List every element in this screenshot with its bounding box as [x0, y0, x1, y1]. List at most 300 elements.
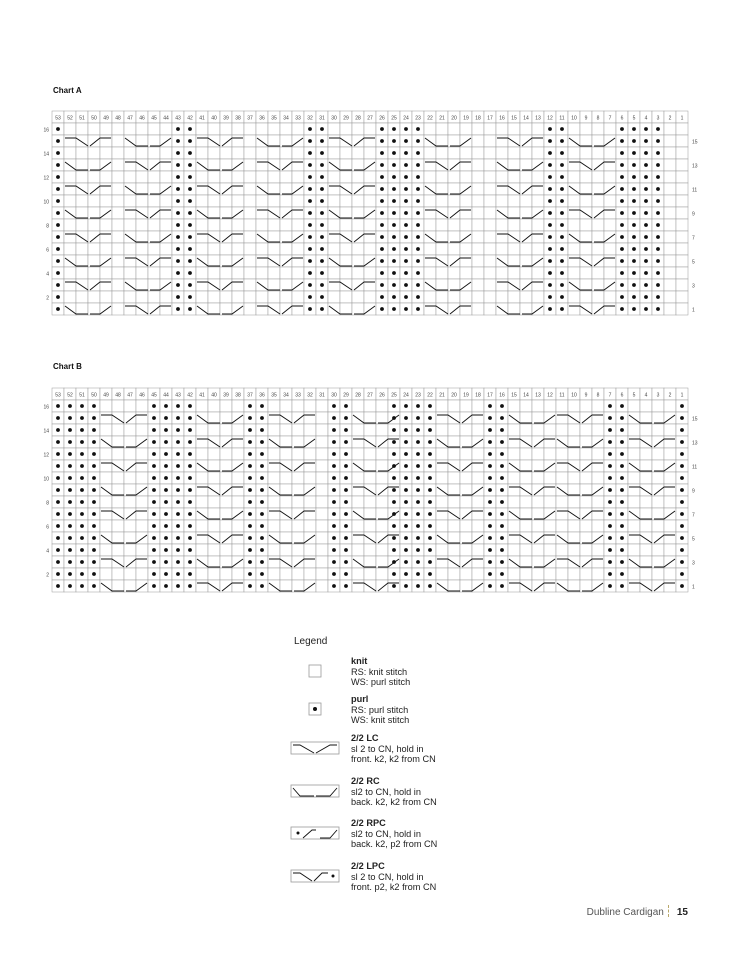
purl-stitch — [164, 488, 168, 492]
row-number-even: 16 — [43, 404, 49, 411]
stitch-number: 6 — [620, 392, 624, 399]
purl-stitch — [548, 223, 552, 227]
purl-stitch — [344, 560, 348, 564]
purl-stitch — [632, 211, 636, 215]
stitch-number: 12 — [547, 115, 553, 122]
left-cross-symbol-icon — [290, 741, 346, 755]
purl-stitch — [164, 584, 168, 588]
purl-stitch — [392, 283, 396, 287]
purl-stitch — [620, 163, 624, 167]
stitch-number: 25 — [391, 392, 397, 399]
purl-stitch — [68, 536, 72, 540]
purl-stitch — [500, 548, 504, 552]
purl-stitch — [416, 175, 420, 179]
purl-stitch — [428, 560, 432, 564]
stitch-number: 17 — [487, 115, 493, 122]
purl-stitch — [392, 127, 396, 131]
purl-stitch — [644, 259, 648, 263]
purl-stitch — [308, 307, 312, 311]
purl-stitch — [680, 440, 684, 444]
purl-stitch — [428, 440, 432, 444]
purl-stitch — [620, 524, 624, 528]
purl-stitch — [404, 211, 408, 215]
purl-stitch — [548, 259, 552, 263]
purl-stitch — [404, 187, 408, 191]
purl-stitch — [344, 404, 348, 408]
purl-stitch — [80, 500, 84, 504]
legend-lpc — [290, 861, 550, 901]
purl-stitch — [416, 452, 420, 456]
row-number-even: 6 — [46, 524, 49, 531]
purl-stitch — [656, 151, 660, 155]
row-number-odd: 3 — [692, 560, 695, 567]
row-number-odd: 13 — [692, 163, 698, 170]
purl-stitch — [404, 428, 408, 432]
purl-stitch — [404, 259, 408, 263]
purl-stitch — [56, 464, 60, 468]
row-number-odd: 9 — [692, 211, 695, 218]
stitch-number: 12 — [547, 392, 553, 399]
purl-stitch — [500, 572, 504, 576]
purl-stitch — [404, 295, 408, 299]
purl-stitch — [548, 295, 552, 299]
stitch-number: 48 — [115, 392, 121, 399]
purl-stitch — [152, 440, 156, 444]
purl-stitch — [152, 428, 156, 432]
purl-stitch — [380, 307, 384, 311]
stitch-number: 32 — [307, 115, 313, 122]
row-number-even: 10 — [43, 199, 49, 206]
purl-stitch — [260, 548, 264, 552]
purl-stitch — [176, 283, 180, 287]
stitch-number: 7 — [608, 392, 612, 399]
stitch-number: 2 — [668, 392, 672, 399]
purl-stitch — [680, 500, 684, 504]
purl-stitch — [332, 572, 336, 576]
stitch-number: 27 — [367, 392, 373, 399]
purl-stitch — [428, 464, 432, 468]
purl-stitch — [488, 488, 492, 492]
purl-stitch — [416, 307, 420, 311]
purl-stitch — [560, 307, 564, 311]
purl-stitch — [80, 512, 84, 516]
purl-stitch — [248, 524, 252, 528]
row-number-odd: 13 — [692, 440, 698, 447]
purl-stitch — [320, 127, 324, 131]
purl-stitch — [344, 500, 348, 504]
purl-stitch — [620, 476, 624, 480]
purl-stitch — [188, 271, 192, 275]
purl-stitch — [176, 223, 180, 227]
purl-stitch — [644, 127, 648, 131]
purl-stitch — [680, 476, 684, 480]
purl-stitch — [416, 512, 420, 516]
purl-stitch — [188, 560, 192, 564]
legend-lc-line2: front. k2, k2 from CN — [351, 754, 436, 765]
purl-stitch — [656, 199, 660, 203]
purl-stitch — [248, 560, 252, 564]
purl-stitch — [176, 464, 180, 468]
purl-stitch — [632, 127, 636, 131]
purl-stitch — [68, 416, 72, 420]
purl-stitch — [416, 584, 420, 588]
purl-stitch — [620, 416, 624, 420]
stitch-number: 13 — [535, 115, 541, 122]
purl-stitch — [404, 223, 408, 227]
row-number-even: 12 — [43, 175, 49, 182]
purl-stitch — [632, 271, 636, 275]
purl-stitch — [320, 259, 324, 263]
purl-stitch — [152, 464, 156, 468]
purl-stitch — [56, 416, 60, 420]
purl-stitch — [644, 223, 648, 227]
purl-stitch — [80, 572, 84, 576]
purl-stitch — [392, 452, 396, 456]
purl-stitch — [656, 223, 660, 227]
stitch-number: 29 — [343, 392, 349, 399]
purl-stitch — [620, 187, 624, 191]
purl-stitch — [380, 259, 384, 263]
stitch-number: 31 — [319, 392, 325, 399]
purl-stitch — [188, 187, 192, 191]
purl-stitch — [164, 464, 168, 468]
purl-stitch — [488, 416, 492, 420]
row-number-odd: 1 — [692, 584, 695, 591]
purl-stitch — [188, 440, 192, 444]
stitch-number: 33 — [295, 392, 301, 399]
purl-stitch — [344, 536, 348, 540]
purl-stitch — [248, 512, 252, 516]
purl-stitch — [380, 127, 384, 131]
purl-stitch — [644, 199, 648, 203]
stitch-number: 15 — [511, 115, 517, 122]
stitch-number: 52 — [67, 392, 73, 399]
legend-lpc-line1: sl 2 to CN, hold in — [351, 871, 424, 882]
purl-stitch — [188, 127, 192, 131]
purl-stitch — [92, 452, 96, 456]
row-number-odd: 5 — [692, 536, 695, 543]
purl-stitch — [404, 175, 408, 179]
purl-stitch — [260, 452, 264, 456]
purl-stitch — [176, 211, 180, 215]
purl-stitch — [632, 175, 636, 179]
stitch-number: 53 — [55, 115, 61, 122]
stitch-number: 24 — [403, 115, 409, 122]
purl-stitch — [380, 223, 384, 227]
purl-stitch — [632, 295, 636, 299]
purl-stitch — [56, 223, 60, 227]
purl-stitch — [380, 163, 384, 167]
purl-stitch — [152, 584, 156, 588]
purl-stitch — [392, 500, 396, 504]
stitch-number: 40 — [211, 115, 217, 122]
purl-stitch — [656, 247, 660, 251]
purl-stitch — [416, 163, 420, 167]
purl-stitch — [260, 416, 264, 420]
purl-stitch — [260, 440, 264, 444]
purl-stitch — [92, 548, 96, 552]
purl-stitch — [608, 572, 612, 576]
purl-stitch — [416, 488, 420, 492]
purl-stitch — [416, 295, 420, 299]
purl-stitch — [80, 548, 84, 552]
purl-stitch — [620, 428, 624, 432]
purl-stitch — [488, 440, 492, 444]
purl-stitch — [608, 440, 612, 444]
purl-stitch — [152, 524, 156, 528]
purl-stitch — [332, 452, 336, 456]
stitch-number: 42 — [187, 115, 193, 122]
purl-stitch — [260, 512, 264, 516]
purl-stitch — [404, 464, 408, 468]
purl-stitch — [500, 536, 504, 540]
stitch-number: 45 — [151, 392, 157, 399]
purl-stitch — [56, 488, 60, 492]
purl-stitch — [500, 524, 504, 528]
purl-stitch — [488, 500, 492, 504]
stitch-number: 51 — [79, 115, 85, 122]
purl-stitch — [344, 476, 348, 480]
purl-stitch — [560, 175, 564, 179]
row-number-odd: 11 — [692, 187, 698, 194]
stitch-number: 52 — [67, 115, 73, 122]
stitch-number: 37 — [247, 115, 253, 122]
purl-stitch — [620, 307, 624, 311]
purl-stitch — [164, 572, 168, 576]
purl-stitch — [188, 295, 192, 299]
purl-stitch — [644, 283, 648, 287]
stitch-number: 50 — [91, 115, 97, 122]
purl-stitch — [548, 247, 552, 251]
purl-stitch — [164, 440, 168, 444]
purl-stitch — [68, 572, 72, 576]
purl-stitch — [644, 295, 648, 299]
purl-stitch — [56, 584, 60, 588]
purl-stitch — [80, 560, 84, 564]
stitch-number: 21 — [439, 392, 445, 399]
purl-stitch — [656, 139, 660, 143]
purl-stitch — [548, 283, 552, 287]
purl-stitch — [620, 283, 624, 287]
purl-stitch — [644, 175, 648, 179]
purl-stitch — [500, 428, 504, 432]
purl-stitch — [500, 560, 504, 564]
purl-stitch — [392, 572, 396, 576]
purl-stitch — [380, 295, 384, 299]
purl-stitch — [188, 151, 192, 155]
purl-stitch — [164, 536, 168, 540]
purl-stitch — [92, 488, 96, 492]
purl-stitch — [188, 211, 192, 215]
stitch-number: 47 — [127, 115, 133, 122]
purl-stitch — [428, 512, 432, 516]
purl-stitch — [644, 307, 648, 311]
purl-stitch — [656, 235, 660, 239]
purl-stitch — [332, 440, 336, 444]
purl-stitch — [548, 127, 552, 131]
purl-stitch — [152, 452, 156, 456]
purl-stitch — [80, 464, 84, 468]
purl-stitch — [332, 404, 336, 408]
purl-stitch — [188, 235, 192, 239]
purl-stitch — [56, 452, 60, 456]
legend-knit-line2: WS: purl stitch — [351, 677, 411, 688]
row-number-even: 4 — [46, 271, 49, 278]
purl-stitch — [308, 187, 312, 191]
purl-stitch — [320, 187, 324, 191]
purl-stitch — [680, 428, 684, 432]
legend-rpc — [290, 818, 550, 858]
stitch-number: 27 — [367, 115, 373, 122]
legend-rc-name: 2/2 RC — [351, 776, 380, 786]
stitch-number: 38 — [235, 115, 241, 122]
purl-stitch — [80, 452, 84, 456]
purl-stitch — [404, 500, 408, 504]
purl-stitch — [56, 187, 60, 191]
purl-stitch — [488, 572, 492, 576]
purl-stitch — [164, 404, 168, 408]
stitch-number: 46 — [139, 392, 145, 399]
purl-stitch — [416, 235, 420, 239]
purl-stitch — [488, 536, 492, 540]
stitch-number: 51 — [79, 392, 85, 399]
purl-stitch — [164, 428, 168, 432]
purl-stitch — [164, 452, 168, 456]
purl-stitch — [176, 524, 180, 528]
row-number-even: 2 — [46, 295, 49, 302]
purl-stitch — [260, 524, 264, 528]
purl-stitch — [332, 464, 336, 468]
purl-stitch — [608, 584, 612, 588]
purl-stitch — [332, 560, 336, 564]
purl-stitch — [416, 139, 420, 143]
purl-stitch — [188, 572, 192, 576]
purl-stitch — [392, 247, 396, 251]
purl-stitch — [68, 584, 72, 588]
stitch-number: 28 — [355, 115, 361, 122]
purl-stitch — [620, 536, 624, 540]
stitch-number: 1 — [680, 115, 684, 122]
purl-stitch — [392, 476, 396, 480]
stitch-number: 9 — [584, 115, 588, 122]
purl-stitch — [500, 440, 504, 444]
purl-stitch — [416, 440, 420, 444]
purl-stitch — [248, 488, 252, 492]
purl-stitch — [404, 572, 408, 576]
purl-stitch — [320, 283, 324, 287]
purl-stitch — [680, 548, 684, 552]
purl-stitch — [92, 572, 96, 576]
purl-stitch — [176, 199, 180, 203]
row-number-odd: 15 — [692, 139, 698, 146]
purl-stitch — [560, 139, 564, 143]
purl-stitch — [332, 548, 336, 552]
purl-stitch — [332, 500, 336, 504]
purl-stitch — [332, 488, 336, 492]
purl-stitch — [260, 404, 264, 408]
stitch-number: 9 — [584, 392, 588, 399]
purl-stitch — [188, 163, 192, 167]
stitch-number: 3 — [656, 392, 660, 399]
purl-stitch — [560, 295, 564, 299]
row-number-even: 2 — [46, 572, 49, 579]
purl-stitch — [380, 247, 384, 251]
stitch-number: 5 — [632, 115, 636, 122]
stitch-number: 16 — [499, 115, 505, 122]
purl-stitch — [428, 572, 432, 576]
purl-stitch — [308, 223, 312, 227]
legend-lc — [290, 733, 550, 773]
purl-stitch — [248, 464, 252, 468]
purl-stitch — [344, 488, 348, 492]
purl-stitch — [248, 584, 252, 588]
purl-stitch — [656, 127, 660, 131]
page-footer — [587, 905, 688, 918]
stitch-number: 29 — [343, 115, 349, 122]
purl-stitch — [644, 187, 648, 191]
purl-stitch — [176, 572, 180, 576]
row-number-even: 14 — [43, 151, 49, 158]
stitch-number: 19 — [463, 392, 469, 399]
purl-stitch — [188, 548, 192, 552]
purl-stitch — [152, 416, 156, 420]
stitch-number: 20 — [451, 392, 457, 399]
purl-stitch — [188, 416, 192, 420]
purl-stitch — [428, 416, 432, 420]
purl-stitch — [404, 247, 408, 251]
stitch-number: 45 — [151, 115, 157, 122]
legend-rpc-name: 2/2 RPC — [351, 818, 386, 828]
purl-stitch — [176, 307, 180, 311]
purl-stitch — [488, 584, 492, 588]
stitch-number: 43 — [175, 392, 181, 399]
purl-stitch — [308, 163, 312, 167]
purl-stitch — [416, 187, 420, 191]
purl-stitch — [380, 271, 384, 275]
stitch-number: 40 — [211, 392, 217, 399]
purl-stitch — [308, 259, 312, 263]
purl-stitch — [308, 271, 312, 275]
stitch-number: 30 — [331, 392, 337, 399]
purl-stitch — [380, 211, 384, 215]
purl-stitch — [404, 307, 408, 311]
purl-stitch — [308, 175, 312, 179]
purl-stitch — [164, 476, 168, 480]
purl-stitch — [416, 428, 420, 432]
purl-stitch — [380, 235, 384, 239]
purl-stitch — [248, 428, 252, 432]
purl-stitch — [248, 536, 252, 540]
stitch-number: 31 — [319, 115, 325, 122]
purl-stitch — [656, 163, 660, 167]
purl-stitch — [176, 512, 180, 516]
purl-stitch — [68, 560, 72, 564]
purl-stitch — [404, 235, 408, 239]
purl-stitch — [404, 151, 408, 155]
purl-stitch — [392, 488, 396, 492]
purl-stitch — [428, 428, 432, 432]
row-number-even: 10 — [43, 476, 49, 483]
stitch-number: 11 — [559, 115, 565, 122]
purl-stitch — [164, 416, 168, 420]
stitch-number: 1 — [680, 392, 684, 399]
purl-stitch — [332, 416, 336, 420]
purl-stitch — [344, 428, 348, 432]
purl-stitch — [416, 271, 420, 275]
purl-stitch — [260, 584, 264, 588]
purl-stitch — [608, 452, 612, 456]
purl-stitch — [608, 428, 612, 432]
